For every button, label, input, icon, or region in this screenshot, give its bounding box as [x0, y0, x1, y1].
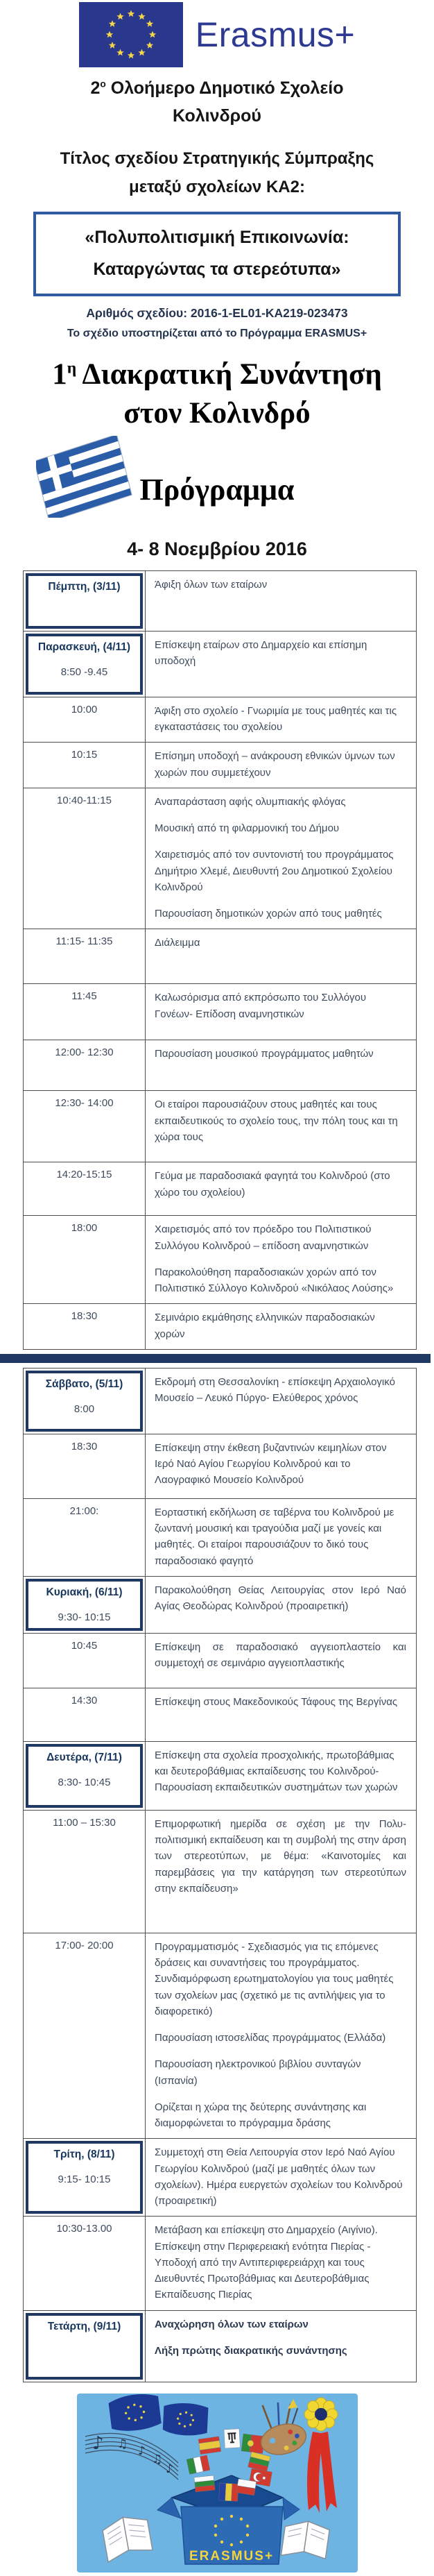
- description-paragraph: Προγραμματισμός - Σχεδιασμός για τις επόμενες δράσεις και συναντήσεις του προγράμματος. Συνδιαμόρφωση ερωτηματολογίου για τους μαθητές των σχολείων μας (σχετικό με τις αντιλήψεις για το διαφορετικό): [155, 1940, 394, 2017]
- meeting-title: $1^\eta$ Διακρατική Συνάντηση στον Κολινδρό: [52, 358, 382, 430]
- time-label: 8:00: [73, 1403, 95, 1415]
- time-cell: 18:30: [24, 1434, 146, 1498]
- program-section: [0, 436, 434, 525]
- schedule-row: [23, 2216, 417, 2310]
- description-paragraph: Επίσκεψη στους Μακεδονικούς Τάφους της Βεργίνας: [155, 1695, 398, 1708]
- svg-text:♫: ♫: [116, 2437, 128, 2451]
- description-cell: [146, 1304, 416, 1349]
- description-paragraph: Παρουσίαση δημοτικών χορών από τους μαθητές: [155, 908, 382, 920]
- project-number: Αριθμός σχεδίου: 2016-1-EL01-KA219-023473: [86, 306, 348, 321]
- schedule-row: [23, 1303, 417, 1350]
- schedule-row: [23, 983, 417, 1040]
- day-label: Πέμπτη, (3/11): [48, 580, 121, 593]
- time-cell: [24, 2311, 146, 2382]
- description-paragraph: Χαιρετισμός από τον πρόεδρο του Πολιτιστικού Συλλόγου Κολινδρού – επίδοση αναμνηστικών: [155, 1223, 372, 1252]
- schedule-row: [23, 631, 417, 697]
- schedule-row: [23, 742, 417, 788]
- time-label: 8:50 -9.45: [60, 666, 108, 678]
- description-cell: [146, 1499, 416, 1576]
- footer-drawing: [77, 2393, 358, 2576]
- description-paragraph: Άφιξη στο σχολείο - Γνωριμία με τους μαθητές και τις εγκαταστάσεις του σχολείου: [155, 704, 397, 734]
- schedule-row: [23, 1633, 417, 1688]
- erasmus-logo-text: Erasmus+: [195, 15, 356, 54]
- schedule-row: [23, 1688, 417, 1742]
- description-cell: [146, 1634, 416, 1688]
- time-cell: [24, 2139, 146, 2216]
- schedule-row: [23, 570, 417, 632]
- description-paragraph: Οι εταίροι παρουσιάζουν στους μαθητές και τους εκπαιδευτικούς το σχολείο τους, την πόλη τους και τη χώρα τους: [155, 1099, 398, 1143]
- schedule-row: [23, 1162, 417, 1216]
- school-title: $2^o$ Ολοήμερο Δημοτικό Σχολείο Κολινδρού: [90, 78, 344, 126]
- description-paragraph: Αναχώρηση όλων των εταίρων: [155, 2318, 309, 2330]
- time-cell: 21:00:: [24, 1499, 146, 1576]
- description-cell: [146, 1040, 416, 1090]
- schedule-row: [23, 2310, 417, 2382]
- day-box: [26, 573, 143, 629]
- day-box: [26, 2313, 143, 2380]
- description-paragraph: Μετάβαση και επίσκεψη στο Δημαρχείο (Αιγίνιο). Επίσκεψη στην Περιφερειακή ενότητα Πιερίας - Υποδοχή από την Αντιπεριφερειάρχη και τους Διευθυντές Πρωτοβάθμιας και Δευτεροβάθμιας Εκπαίδευσης Πιερίας: [155, 2224, 378, 2301]
- time-cell: [24, 1368, 146, 1434]
- description-cell: [146, 1434, 416, 1498]
- description-paragraph: Συμμετοχή στη Θεία Λειτουργία στον Ιερό Ναό Αγίου Γεωργίου Κολινδρού (μαζί με μαθητές όλων των σχολείων). Ημέρα ευεργετών σχολείων του Κολινδρού (προαιρετική): [155, 2146, 403, 2208]
- description-cell: [146, 1216, 416, 1303]
- description-paragraph: Λήξη πρώτης διακρατικής συνάντησης: [155, 2344, 347, 2357]
- description-cell: [146, 1368, 416, 1434]
- day-box: [26, 1579, 143, 1631]
- time-cell: 14:30: [24, 1688, 146, 1741]
- description-paragraph: Γεύμα με παραδοσιακά φαγητά του Κολινδρού (στο χώρο του σχολείου): [155, 1170, 390, 1198]
- greek-flag-icon: [36, 436, 133, 521]
- date-range: 4- 8 Νοεμβρίου 2016: [127, 538, 307, 559]
- day-box: [26, 1371, 143, 1432]
- day-label: Σάββατο, (5/11): [45, 1378, 123, 1390]
- schedule-row: [23, 788, 417, 930]
- description-cell: [146, 1091, 416, 1162]
- time-cell: 11:45: [24, 984, 146, 1040]
- schedule-row: [23, 929, 417, 984]
- svg-text:♪: ♪: [137, 2443, 146, 2458]
- description-paragraph: Ορίζεται η χώρα της δεύτερης συνάντησης και διαμορφώνεται το πρόγραμμα δράσης: [155, 2101, 367, 2130]
- schedule-row: [23, 697, 417, 743]
- description-cell: [146, 697, 416, 743]
- description-paragraph: Παρουσίαση ιστοσελίδας προγράμματος (Ελλάδα): [155, 2032, 386, 2044]
- schedule-table: [23, 570, 417, 2382]
- schedule-row: [23, 1741, 417, 1811]
- time-cell: [24, 1577, 146, 1633]
- time-cell: 10:45: [24, 1634, 146, 1688]
- day-label: Τρίτη, (8/11): [53, 2149, 115, 2161]
- schedule-row: [23, 1576, 417, 1634]
- description-paragraph: Παρακολούθηση Θείας Λειτουργίας στον Ιερό Ναό Αγίας Θεοδώρας Κολινδρού (προαιρετική): [155, 1584, 406, 1613]
- description-cell: [146, 1933, 416, 2139]
- day-box: [26, 634, 143, 695]
- description-cell: [146, 1162, 416, 1215]
- time-cell: 11:00 – 15:30: [24, 1811, 146, 1933]
- description-cell: [146, 1688, 416, 1741]
- time-cell: 18:00: [24, 1216, 146, 1303]
- time-cell: 12:30- 14:00: [24, 1091, 146, 1162]
- project-caption: Τίτλος σχεδίου Στρατηγικής Σύμπραξης μεταξύ σχολείων ΚΑ2:: [60, 149, 374, 196]
- time-cell: 10:00: [24, 697, 146, 743]
- description-paragraph: Διάλειμμα: [155, 937, 200, 949]
- description-cell: [146, 2311, 416, 2382]
- description-cell: [146, 571, 416, 631]
- day-label: Τετάρτη, (9/11): [47, 2320, 121, 2332]
- description-paragraph: Χαιρετισμός από τον συντονιστή του προγράμματος Δημήτριο Χλεμέ, Διευθυντή 2ου Δημοτικού Σχολείου Κολινδρού: [155, 849, 394, 893]
- description-cell: [146, 984, 416, 1040]
- svg-text:♫: ♫: [151, 2452, 162, 2466]
- description-paragraph: Αναπαράσταση αφής ολυμπιακής φλόγας: [155, 795, 346, 808]
- eu-flag-icon: [79, 2, 183, 67]
- time-label: 9:30- 10:15: [58, 1611, 111, 1623]
- description-paragraph: Παρουσίαση ηλεκτρονικού βιβλίου συνταγών (Ισπανία): [155, 2058, 361, 2087]
- time-cell: 14:20-15:15: [24, 1162, 146, 1215]
- time-cell: [24, 632, 146, 697]
- time-cell: 18:30: [24, 1304, 146, 1349]
- schedule-row: [23, 1215, 417, 1304]
- description-paragraph: Επίσκεψη σε παραδοσιακό αγγειοπλαστείο και συμμετοχή σε σεμινάριο αγγειοπλαστικής: [155, 1641, 406, 1670]
- description-paragraph: Επιμορφωτική ημερίδα σε σχέση με την Πολυ-πολιτισμική εκπαίδευση και τη συμβολή της στην άρση των στερεοτύπων, με θέμα: «Καινοτομίες και παρεμβάσεις για την κατάργηση των στερεοτύπων στην εκπαίδευση»: [155, 1817, 406, 1895]
- program-heading: Πρόγραμμα: [139, 472, 295, 507]
- time-cell: 10:30-13.00: [24, 2217, 146, 2310]
- schedule-row: [23, 1933, 417, 2139]
- description-paragraph: Μουσική από τη φιλαρμονική του Δήμου: [155, 822, 340, 835]
- schedule-row: [23, 1498, 417, 1577]
- time-cell: 11:15- 11:35: [24, 929, 146, 983]
- erasmus-box-label: ERASMUS+: [189, 2548, 274, 2564]
- time-cell: 10:40-11:15: [24, 788, 146, 929]
- description-paragraph: Παρουσίαση μουσικού προγράμματος μαθητών: [155, 1048, 374, 1060]
- description-paragraph: Άφιξη όλων των εταίρων: [155, 578, 268, 591]
- time-label: 9:15- 10:15: [58, 2174, 111, 2186]
- time-cell: 17:00- 20:00: [24, 1933, 146, 2139]
- description-paragraph: Παρακολούθηση παραδοσιακών χορών από τον Πολιτιστικό Σύλλογο Κολινδρού «Νικόλαος Λούσης»: [155, 1266, 394, 1295]
- description-paragraph: Εορταστική εκδήλωση σε ταβέρνα του Κολινδρού με ζωντανή μουσική και τραγούδια μαζί με γονείς και μαθητές. Οι εταίροι παρουσιάζουν το δικό τους παραδοσιακό φαγητό: [155, 1506, 394, 1567]
- description-cell: [146, 2217, 416, 2310]
- day-box: [26, 1744, 143, 1808]
- description-paragraph: Καλωσόρισμα από εκπρόσωπο του Συλλόγου Γονέων- Επίδοση αναμνηστικών: [155, 992, 367, 1020]
- description-paragraph: Σεμινάριο εκμάθησης ελληνικών παραδοσιακών χορών: [155, 1312, 375, 1340]
- description-paragraph: Επίσκεψη εταίρων στο Δημαρχείο και επίσημη υποδοχή: [155, 638, 367, 668]
- description-paragraph: Επίσκεψη στην έκθεση βυζαντινών κειμηλίων στον Ιερό Ναό Αγίου Γεωργίου Κολινδρού και το Λαογραφικό Μουσείο Κολινδρού: [155, 1441, 387, 1486]
- description-cell: [146, 1577, 416, 1633]
- day-label: Κυριακή, (6/11): [46, 1586, 123, 1598]
- schedule-row: [23, 1090, 417, 1162]
- description-paragraph: Επίσημη υποδοχή – ανάκρουση εθνικών ύμνων των χωρών που συμμετέχουν: [155, 750, 395, 779]
- description-cell: [146, 1811, 416, 1933]
- description-paragraph: Επίσκεψη στα σχολεία προσχολικής, πρωτοβάθμιας και δευτεροβάθμιας εκπαίδευσης του Κολινδρού- Παρουσίαση εκπαιδευτικών συστημάτων των χωρών: [155, 1749, 398, 1794]
- svg-text:♪: ♪: [92, 2432, 104, 2454]
- description-paragraph: Εκδρομή στη Θεσσαλονίκη - επίσκεψη Αρχαιολογικό Μουσείο – Λευκό Πύργο- Ελεύθερος χρόνος: [155, 1375, 395, 1405]
- time-cell: 12:00- 12:30: [24, 1040, 146, 1090]
- time-cell: [24, 1742, 146, 1810]
- time-cell: [24, 571, 146, 631]
- support-note: Το σχέδιο υποστηρίζεται από το Πρόγραμμα ERASMUS+: [67, 328, 367, 340]
- time-label: 8:30- 10:45: [58, 1776, 111, 1788]
- day-box: [26, 2141, 143, 2214]
- description-cell: [146, 743, 416, 788]
- schedule-row: [23, 1434, 417, 1499]
- day-label: Παρασκευή, (4/11): [37, 641, 131, 653]
- svg-text:♪: ♪: [165, 2461, 173, 2476]
- description-cell: [146, 929, 416, 983]
- description-cell: [146, 2139, 416, 2216]
- project-title-box: «Πολυπολιτισμική Επικοινωνία: Καταργώντας τα στερεότυπα»: [33, 212, 401, 297]
- time-cell: 10:15: [24, 743, 146, 788]
- schedule-row: [23, 1368, 417, 1434]
- day-label: Δευτέρα, (7/11): [46, 1751, 122, 1763]
- description-cell: [146, 632, 416, 697]
- description-cell: [146, 788, 416, 929]
- schedule-row: [23, 2138, 417, 2217]
- description-cell: [146, 1742, 416, 1810]
- erasmus-logo: [0, 0, 434, 67]
- schedule-row: [23, 1810, 417, 1933]
- schedule-row: [23, 1040, 417, 1091]
- day-divider: [0, 1354, 431, 1363]
